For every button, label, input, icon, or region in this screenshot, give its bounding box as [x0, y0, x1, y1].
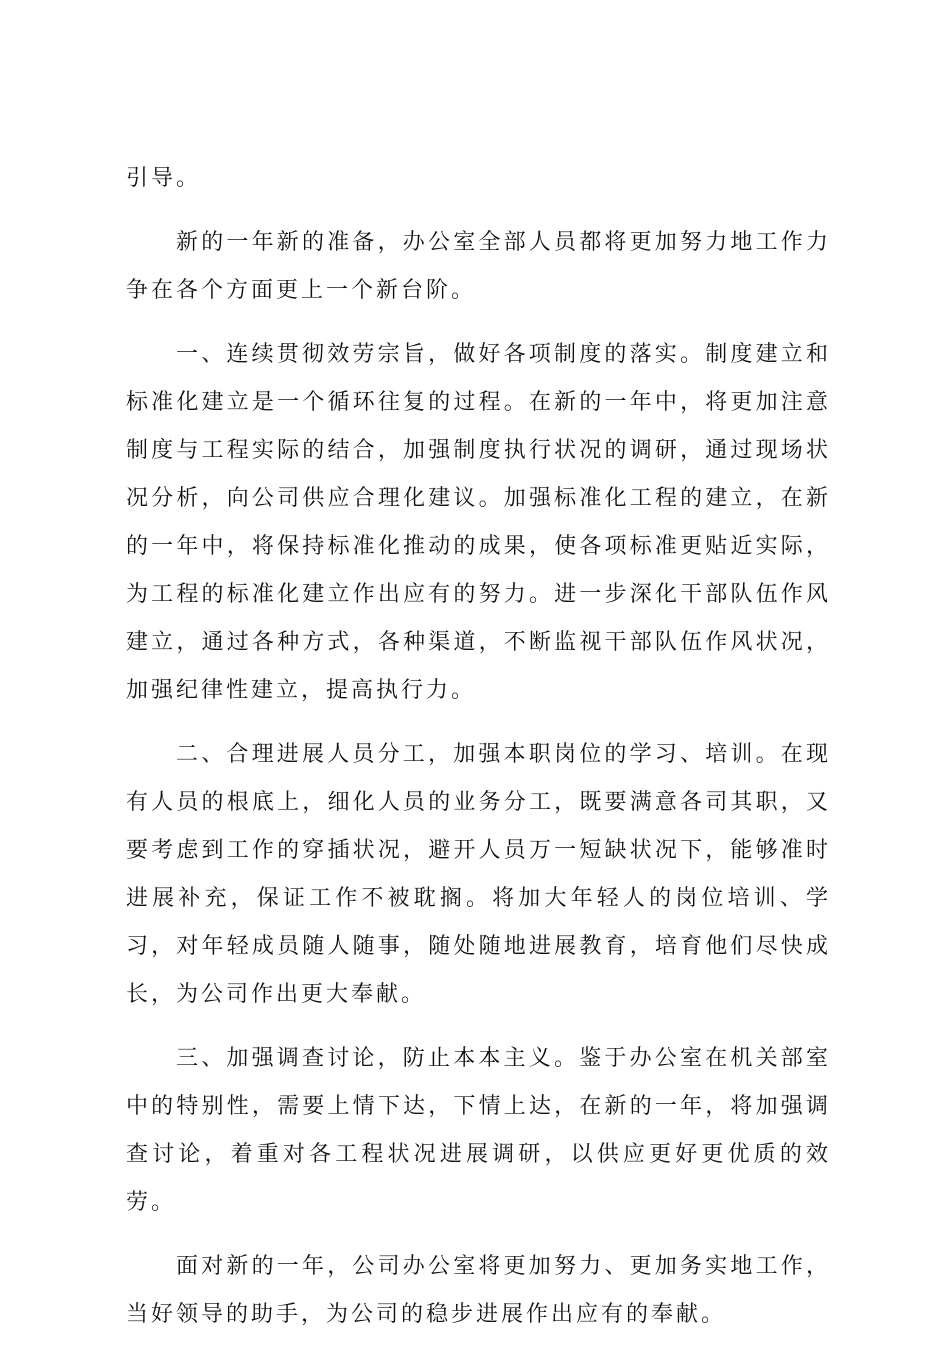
paragraph-4: 二、合理进展人员分工，加强本职岗位的学习、培训。在现有人员的根底上，细化人员的业务分工，既要满意各司其职，又要考虑到工作的穿插状况，避开人员万一短缺状况下，能够准时进展补充，保证工作不被耽搁。将加大年轻人的岗位培训、学习，对年轻成员随人随事，随处随地进展教育，培育他们尽快成长，为公司作出更大奉献。	[126, 742, 831, 1007]
paragraph-2: 新的一年新的准备，办公室全部人员都将更加努力地工作力争在各个方面更上一个新台阶。	[126, 230, 831, 303]
paragraph-1: 引导。	[126, 166, 202, 191]
paragraph-6: 面对新的一年，公司办公室将更加努力、更加务实地工作，当好领导的助手，为公司的稳步进展作出应有的奉献。	[126, 1254, 831, 1327]
paragraph-3: 一、连续贯彻效劳宗旨，做好各项制度的落实。制度建立和标准化建立是一个循环往复的过程。在新的一年中，将更加注意制度与工程实际的结合，加强制度执行状况的调研，通过现场状况分析，向公司供应合理化建议。加强标准化工程的建立，在新的一年中，将保持标准化推动的成果，使各项标准更贴近实际，为工程的标准化建立作出应有的努力。进一步深化干部队伍作风建立，通过各种方式，各种渠道，不断监视干部队伍作风状况，加强纪律性建立，提高执行力。	[126, 342, 831, 703]
paragraph-5: 三、加强调查讨论，防止本本主义。鉴于办公室在机关部室中的特别性，需要上情下达，下情上达，在新的一年，将加强调查讨论，着重对各工程状况进展调研，以供应更好更优质的效劳。	[126, 1046, 831, 1215]
document-body	[126, 155, 831, 1355]
